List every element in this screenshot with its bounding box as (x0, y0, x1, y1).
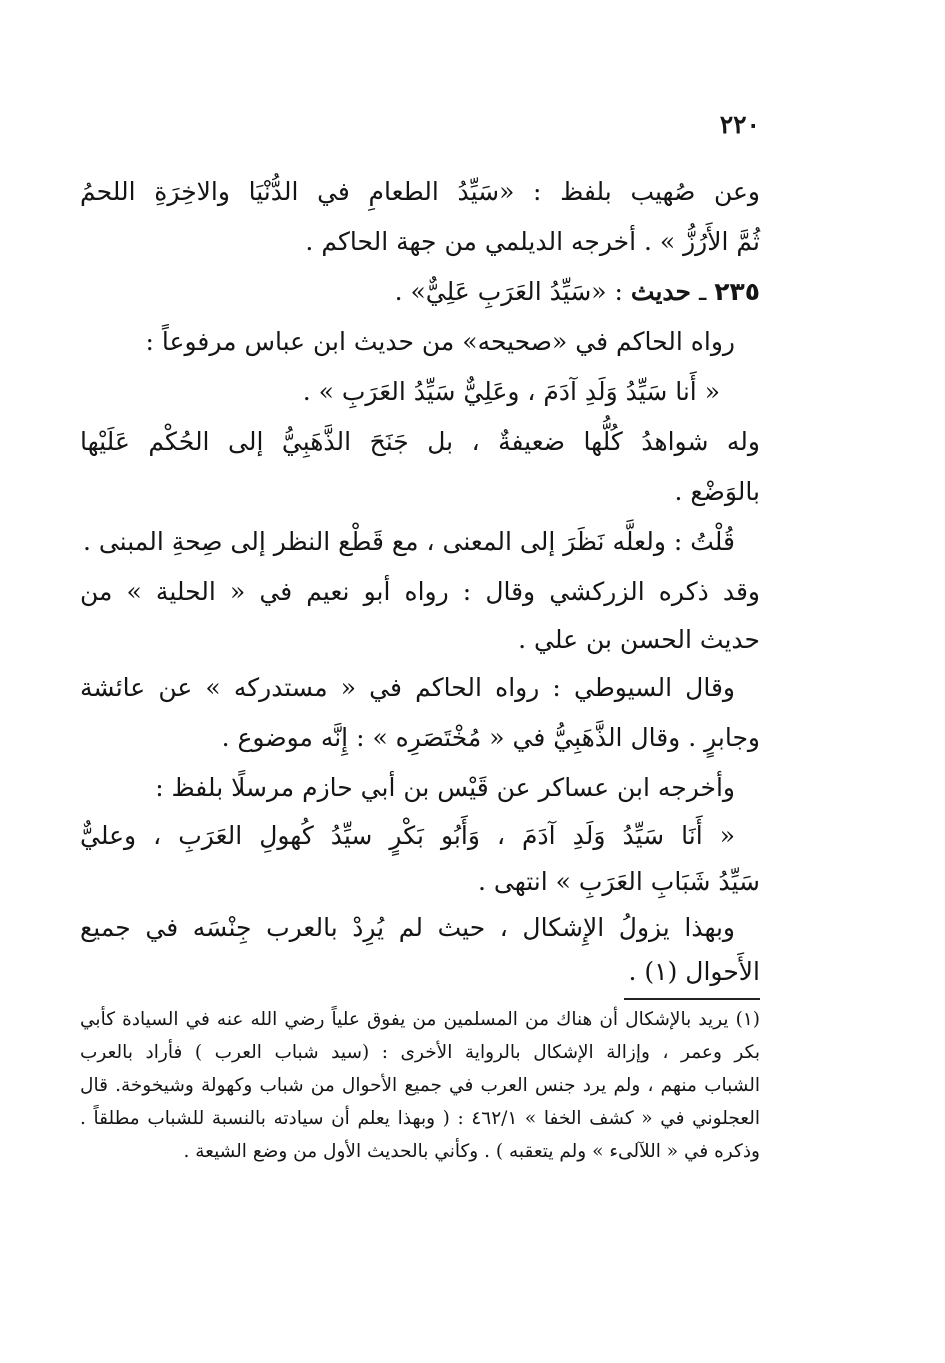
body-line-14: سَيِّدُ شَبَابِ العَرَبِ » انتهى . (478, 867, 760, 896)
body-line-8: وقد ذكره الزركشي وقال : رواه أبو نعيم في « الحلية » من (80, 577, 760, 606)
hadith-title-text: : «سَيِّدُ العَرَبِ عَلِيٌّ» . (394, 277, 631, 306)
body-line-11: وجابرٍ . وقال الذَّهَبِيُّ في « مُخْتَصَرِه » : إِنَّه موضوع . (221, 723, 760, 752)
body-line-4: « أَنا سَيِّدُ وَلَدِ آدَمَ ، وعَلِيٌّ سَيِّدُ العَرَبِ » . (302, 377, 720, 406)
body-line-5: وله شواهدُ كُلُّها ضعيفةٌ ، بل جَنَحَ الذَّهَبِيُّ إلى الحُكْم عَلَيْها (80, 427, 760, 456)
footnote-line-3: الشباب منهم ، ولم يرد جنس العرب في جميع الأحوال من شباب وكهولة وشيخوخة. قال (80, 1075, 760, 1096)
book-page (80, 100, 760, 1260)
body-line-12: وأخرجه ابن عساكر عن قَيْس بن أبي حازم مرسلًا بلفظ : (155, 773, 735, 802)
hadith-dash: ـ (691, 277, 715, 306)
body-line-2: ثُمَّ الأَرُزُّ » . أخرجه الديلمي من جهة الحاكم . (305, 227, 760, 256)
hadith-heading (80, 272, 760, 312)
hadith-number: ٢٣٥ (714, 277, 760, 306)
footnote-line-2: بكر وعمر ، وإزالة الإشكال بالرواية الأخرى : (سيد شباب العرب ) فأراد بالعرب (80, 1042, 760, 1063)
body-line-3: رواه الحاكم في «صحيحه» من حديث ابن عباس مرفوعاً : (145, 327, 735, 356)
body-line-1: وعن صُهيب بلفظ : «سَيِّدُ الطعامِ في الدُّنْيَا والاخِرَةِ اللحمُ (80, 177, 760, 206)
body-line-7: قُلْتُ : ولعلَّه نَظَرَ إلى المعنى ، مع قَطْع النظر إلى صِحةِ المبنى . (82, 527, 735, 556)
body-line-10: وقال السيوطي : رواه الحاكم في « مستدركه » عن عائشة (80, 673, 735, 702)
footnote-line-5: وذكره في « اللآلىء » ولم يتعقبه ) . وكأني بالحديث الأول من وضع الشيعة . (183, 1141, 760, 1162)
hadith-title-word: حديث (630, 277, 691, 306)
body-line-13: « أَنَا سَيِّدُ وَلَدِ آدَمَ ، وَأَبُو بَكْرٍ سيِّدُ كُهولِ العَرَبِ ، وعليٌّ (80, 821, 735, 850)
body-line-15: وبهذا يزولُ الإِشكال ، حيث لم يُرِدْ بالعرب جِنْسَه في جميع (80, 913, 735, 942)
body-line-6: بالوَضْع . (674, 477, 760, 506)
footnote-separator (624, 998, 760, 1000)
footnote-line-4: العجلوني في « كشف الخفا » ٤٦٢/١ : ( وبهذا يعلم أن سيادته بالنسبة للشباب مطلقاً . (80, 1108, 760, 1129)
page-number: ٢٢٠ (719, 110, 760, 139)
footnote-line-1: (١) يريد بالإشكال أن هناك من المسلمين من يفوق علياً رضي الله عنه في السيادة كأبي (80, 1009, 760, 1030)
body-line-16: الأَحوال (١) . (628, 957, 760, 986)
body-line-9: حديث الحسن بن علي . (518, 625, 760, 654)
